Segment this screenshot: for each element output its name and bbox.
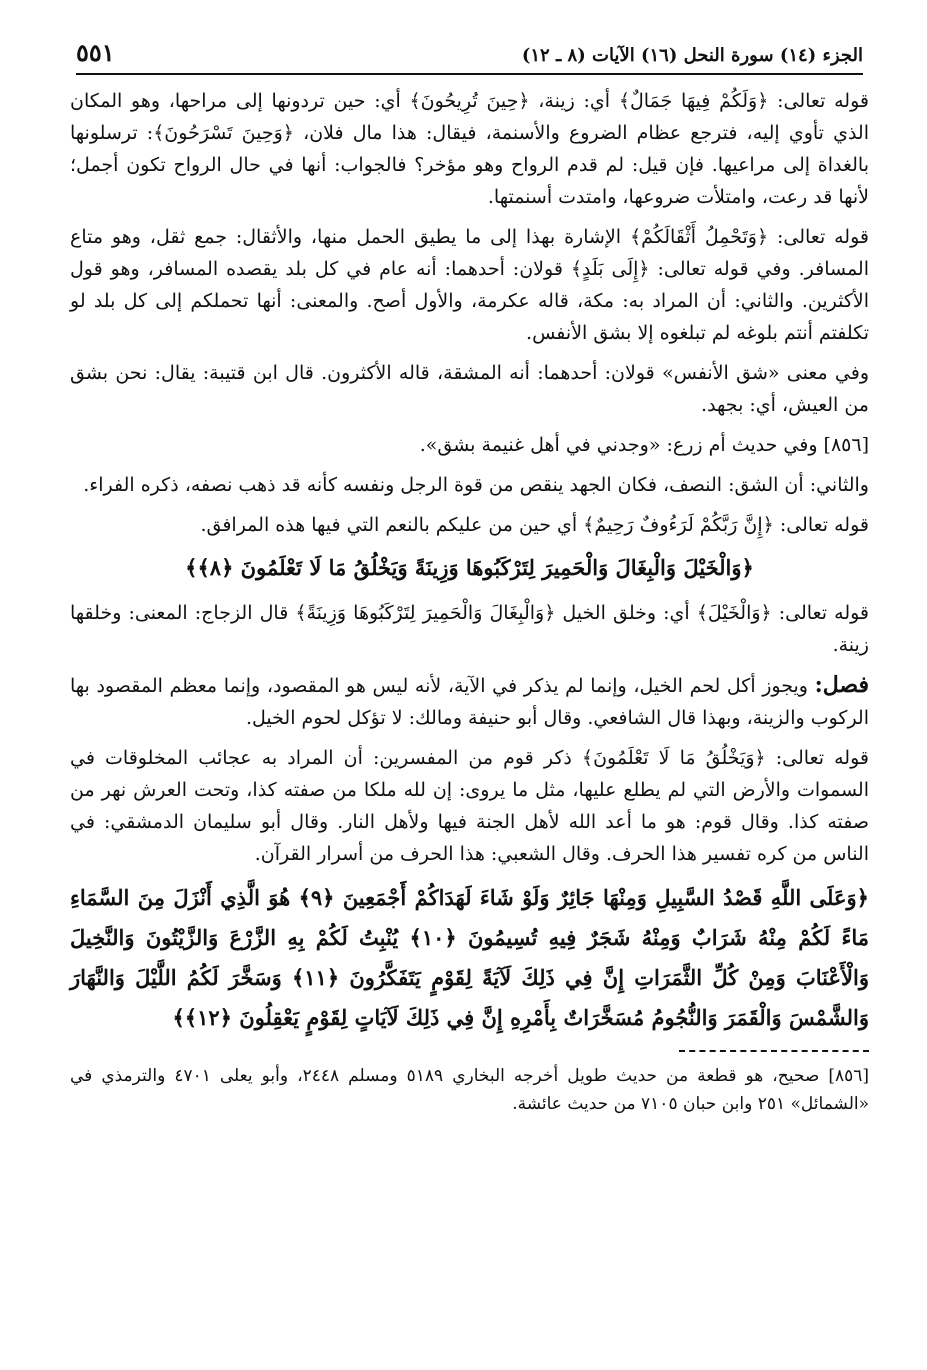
paragraph: وفي معنى «شق الأنفس» قولان: أحدهما: أنه المشقة، قاله الأكثرون. قال ابن قتيبة: يقال: نحن بشق من العيش، أي: بجهد. bbox=[70, 362, 870, 416]
paragraph: قوله تعالى: ﴿وَالْخَيْلَ﴾ أي: وخلق الخيل ﴿وَالْبِغَالَ وَالْحَمِيرَ لِتَرْكَبُوهَا وَزِينَةً﴾ قال الزجاج: المعنى: وخلقها زينة. bbox=[70, 602, 869, 656]
page-body bbox=[70, 85, 869, 1038]
fasl-paragraph bbox=[70, 669, 869, 734]
paragraph: قوله تعالى: ﴿وَلَكُمْ فِيهَا جَمَالٌ﴾ أي: زينة، ﴿حِينَ تُرِيحُونَ﴾ أي: حين تردونها إلى مراحها، وهو المكان الذي تأوي إليه، فترجع عظام الضروع والأسنمة، فيقال: هذا مال فلان، ﴿وَحِينَ تَسْرَحُونَ﴾: ترسلونها بالغداة إلى مراعيها. فإن قيل: لم قدم الرواح وهو مؤخر؟ فالجواب: أنها في حال الرواح تكون أجمل؛ لأنها قد رعت، وامتلأت ضروعها، وامتدت أسنمتها. bbox=[70, 90, 869, 208]
paragraph: قوله تعالى: ﴿وَيَخْلُقُ مَا لَا تَعْلَمُونَ﴾ ذكر قوم من المفسرين: أن المراد به عجائب المخلوقات في السموات والأرض التي لم يطلع عليها، مثل ما يروى: إن لله ملكا من صفته كذا، وتحت العرش نهر من صفته كذا. وقال قوم: هو ما أعد الله لأهل الجنة فيها ولأهل النار. وقال أبو سليمان الدمشقي: في الناس من كره تفسير هذا الحرف. وقال الشعبي: هذا الحرف من أسرار القرآن. bbox=[70, 747, 869, 865]
fasl-text: ويجوز أكل لحم الخيل، وإنما لم يذكر في الآية، لأنه ليس هو المقصود، وإنما معظم المقصود بها الركوب والزينة، وبهذا قال الشافعي. وقال أبو حنيفة ومالك: لا تؤكل لحوم الخيل. bbox=[70, 675, 869, 729]
quran-verses-9-12: ﴿وَعَلَى اللَّهِ قَصْدُ السَّبِيلِ وَمِنْهَا جَائِرٌ وَلَوْ شَاءَ لَهَدَاكُمْ أَجْمَعِينَ ﴿٩﴾ هُوَ الَّذِي أَنْزَلَ مِنَ السَّمَاءِ مَاءً لَكُمْ مِنْهُ شَرَابٌ وَمِنْهُ شَجَرٌ فِيهِ تُسِيمُونَ ﴿١٠﴾ يُنْبِتُ لَكُمْ بِهِ الزَّرْعَ وَالزَّيْتُونَ وَالنَّخِيلَ وَالْأَعْنَابَ وَمِنْ كُلِّ الثَّمَرَاتِ إِنَّ فِي ذَلِكَ لَآيَةً لِقَوْمٍ يَتَفَكَّرُونَ ﴿١١﴾ وَسَخَّرَ لَكُمُ اللَّيْلَ وَالنَّهَارَ وَالشَّمْسَ وَالْقَمَرَ وَالنُّجُومُ مُسَخَّرَاتٌ بِأَمْرِهِ إِنَّ فِي ذَلِكَ لَآيَاتٍ لِقَوْمٍ يَعْقِلُونَ ﴿١٢﴾﴾ bbox=[70, 885, 869, 1030]
running-head: الجزء (١٤) سورة النحل (١٦) الآيات (٨ ـ ١٢) bbox=[521, 45, 863, 66]
fasl-label: فصل: bbox=[814, 672, 869, 698]
quran-verse-8: ﴿وَالْخَيْلَ وَالْبِغَالَ وَالْحَمِيرَ لِتَرْكَبُوهَا وَزِينَةً وَيَخْلُقُ مَا لَا تَعْلَمُونَ ﴿٨﴾﴾ bbox=[185, 555, 754, 580]
paragraph: والثاني: أن الشق: النصف، فكان الجهد ينقص من قوة الرجل ونفسه كأنه قد ذهب نصفه، ذكره الفراء. bbox=[83, 474, 869, 496]
footnote: [٨٥٦] صحيح، هو قطعة من حديث طويل أخرجه البخاري ٥١٨٩ ومسلم ٢٤٤٨، وأبو يعلى ٤٧٠١ والترمذي في «الشمائل» ٢٥١ وابن حبان ٧١٠٥ من حديث عائشة. bbox=[70, 1066, 870, 1114]
paragraph: قوله تعالى: ﴿إِنَّ رَبَّكُمْ لَرَءُوفٌ رَحِيمٌ﴾ أي حين من عليكم بالنعم التي فيها هذه المرافق. bbox=[200, 514, 869, 536]
footnote-divider bbox=[679, 1050, 869, 1052]
page-header bbox=[76, 38, 863, 75]
page-number: ٥٥١ bbox=[76, 38, 115, 67]
hadith-paragraph: [٨٥٦] وفي حديث أم زرع: «وجدني في أهل غنيمة بشق». bbox=[419, 434, 869, 456]
paragraph: قوله تعالى: ﴿وَتَحْمِلُ أَثْقَالَكُمْ﴾ الإشارة بهذا إلى ما يطيق الحمل منها، والأثقال: جمع ثقل، وهو متاع المسافر. وفي قوله تعالى: ﴿إِلَى بَلَدٍ﴾ قولان: أحدهما: أنه عام في كل بلد يقصده المسافر، وهو قول الأكثرين. والثاني: أن المراد به: مكة، قاله عكرمة، والأول أصح. والمعنى: أنها تحملكم إلى كل بلد لو تكلفتم أنتم بلوغه لم تبلغوه إلا بشق الأنفس. bbox=[70, 226, 869, 344]
